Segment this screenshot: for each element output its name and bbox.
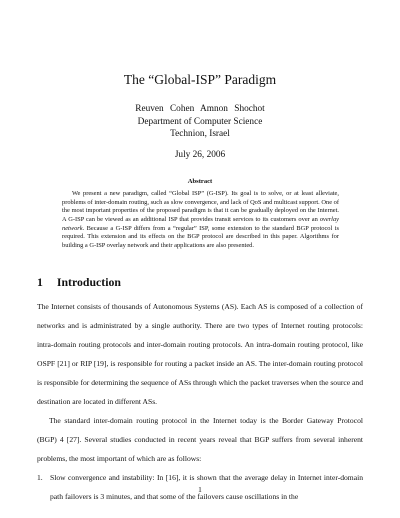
author-institution: Technion, Israel [170,129,230,139]
page-number: 1 [198,485,202,494]
abstract-part-1: We present a new paradigm, called “Global ISP” (G-ISP). Its goal is to solve, or at least alleviate, problems of inter-domain routing, such as slow convergence, and lack of QoS and multicast support. One of the most important properties of the proposed paradigm is that it can be gradually deployed on the Internet. A G-ISP can be viewed as an additional ISP that provides transit services to its customers over an [62,190,339,223]
section-heading [37,275,121,290]
section-number: 1 [37,275,43,289]
abstract-part-2: . Because a G-ISP differs from a “regular” ISP, some extension to the standard BGP protocol is required. This extension and its effects on the BGP protocol are described in this paper. Algorithms for building a G-ISP overlay network and their applications are also presented. [62,224,339,249]
section-title: Introduction [56,275,121,289]
paragraph-1: The Internet consists of thousands of Autonomous Systems (AS). Each AS is composed of a collection of networks and is administrated by a single authority. There are two types of Internet routing protocols: intra-domain routing protocols and inter-domain routing protocols. An intra-domain routing protocol, like OSPF [21] or RIP [19], is responsible for routing a packet inside an AS. The inter-domain routing protocol is responsible for determining the sequence of ASs through which the packet traverses when the source and destination are located in different ASs. [37,302,364,406]
paper-authors: Reuven Cohen Amnon Shochot [135,104,265,114]
section-body [37,297,363,506]
list-item-text: Slow convergence and instability: In [16], it is shown that the average delay in Internet inter-domain path failovers is 3 minutes, and that some of the failovers cause oscillations in the [50,473,363,501]
paper-title: The “Global-ISP” Paradigm [123,72,277,87]
abstract-emphasis: overlay network [62,215,339,232]
paper-date: July 26, 2006 [174,150,226,160]
author-department: Department of Computer Science [137,117,263,127]
paragraph-2: The standard inter-domain routing protocol in the Internet today is the Border Gateway Protocol (BGP) 4 [27]. Several studies conducted in recent years reveal that BGP suffers from several inherent problems, the most important of which are as follows: [37,416,363,463]
abstract-heading: Abstract [187,178,213,185]
list-item-marker: 1. [37,473,43,482]
abstract-text [62,190,339,251]
